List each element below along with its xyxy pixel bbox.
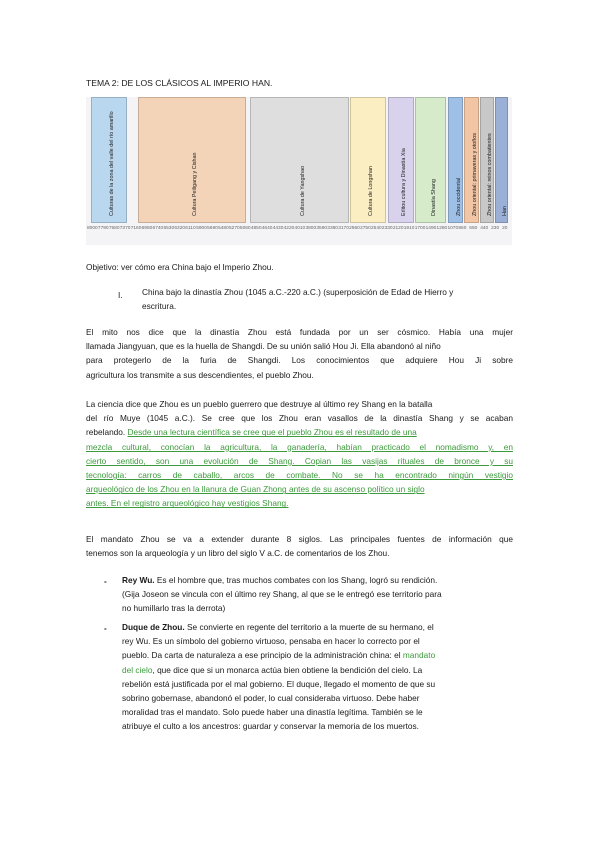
timeline-band-yellow-river (91, 97, 127, 223)
band-label: Culturas de la zona del valle del río amarillo (109, 111, 115, 216)
section-i-line: escritura. (142, 301, 177, 312)
timeline-tick-label: 5900 (196, 226, 207, 231)
paragraph-line: agricultura los transmite a sus descendientes, el pueblo Zhou. (86, 369, 314, 380)
highlight-line: antes. En el registro arqueológico hay vestigios Shang. (86, 498, 289, 509)
timeline-band-longshan (350, 97, 386, 223)
timeline-tick-label: 1700 (414, 226, 426, 231)
highlight-line: arqueológico de los Zhou en la llanura de Guan Zhong antes de su ascenso político un siglo (86, 484, 425, 495)
bullet-title: Duque de Zhou. (122, 622, 185, 632)
band-label: Cultura de Yangshao (299, 165, 306, 216)
paragraph-line: para protegerlo de la furia de Shangdi. Los conocimientos que adquiere Hou Ji sobre (86, 355, 513, 366)
timeline-tick-label: 230 (491, 226, 500, 231)
highlight-line: cierto sentido, son una evolución de Shang. Copian las vasijas rituales de bronce y su (86, 455, 513, 466)
highlight-line: mezcla cultural, conocían la agricultura, la ganadería, habían practicado el nomadismo y, en (86, 441, 513, 452)
paragraph-science (86, 397, 513, 511)
timeline-band-zhou-reinos (480, 97, 494, 223)
paragraph-mandate (86, 532, 513, 560)
timeline-tick-label: 3590 (316, 226, 328, 231)
timeline-tick-label: 20 (502, 226, 508, 231)
text-run: Se convierte en regente del territorio a la muerte de su hermano, el (184, 622, 434, 632)
band-label: Dinastía Shang (430, 179, 437, 216)
paragraph-line: tenemos son la arqueología y un libro del siglo V a.C. de comentarios de los Zhou. (86, 548, 390, 559)
timeline-band-zhou-occidental (448, 97, 463, 223)
timeline-tick-label: 1910 (403, 226, 415, 231)
paragraph-line: La ciencia dice que Zhou es un pueblo guerrero que destruye al último rey Shang en la batalla (86, 399, 433, 409)
band-label: Cultura Peiligang y Cishan (192, 152, 198, 216)
paragraph-line: del río Muye (1045 a.C.). Se cree que los Zhou eran vasallos de la dinastía Shang y se acaban (86, 413, 513, 424)
bullet-line (122, 620, 514, 634)
band-label: Zhou oriental: primaveras y otoños (471, 133, 478, 216)
objective-line (86, 260, 513, 274)
paragraph-line: llamada Jiangyuan, que es la huella de Shangdi. De su unión salió Hou Ji. Ella abandonó al niño (86, 341, 441, 352)
timeline-tick-label: 860 (458, 226, 467, 231)
timeline-tick-label: 3800 (305, 226, 317, 231)
timeline-band-han (495, 97, 508, 223)
timeline-tick-label: 5480 (218, 226, 229, 231)
bullet-duque-zhou (122, 620, 514, 734)
timeline-tick-label: 6740 (152, 226, 164, 231)
timeline-tick-label: 3380 (327, 226, 338, 231)
timeline-tick-label: 4430 (272, 226, 284, 231)
timeline-tick-label: 6530 (163, 226, 175, 231)
timeline-tick-label: 2330 (381, 226, 393, 231)
timeline-band-erlitou-xia (388, 97, 414, 223)
band-label: Cultura de Longshan (368, 165, 374, 216)
text-run: pueblo. Da carta de naturaleza a ese principio de la administración china: el (122, 650, 403, 661)
timeline-tick-label: 650 (469, 226, 478, 231)
timeline-tick-label: 2960 (349, 226, 360, 231)
band-label: Zhou oriental: reinos combatientes (487, 133, 493, 216)
timeline-tick-label: 4850 (250, 226, 262, 231)
timeline-band-yangshao (250, 97, 349, 223)
paragraph-line: El mito nos dice que la dinastía Zhou está fundada por un ser cósmico. Había una mujer (86, 327, 513, 337)
timeline-tick-label: 7790 (97, 226, 109, 231)
bullet-line: rebelión está justificada por el mal gobierno. El duque, llegado el momento de que su (122, 678, 436, 689)
bullet-title: Rey Wu. (122, 575, 155, 585)
bullet-line (122, 573, 514, 587)
text-run: Es el hombre que, tras muchos combates con los Shang, logró su rendición. (154, 575, 438, 585)
timeline-tick-label: 3170 (338, 226, 349, 231)
paragraph-myth (86, 325, 513, 382)
timeline-tick-label: 8000 (87, 226, 98, 231)
bullet-line: moralidad tras el mandato. Solo puede haber una dinastía legítima. También se le (122, 707, 423, 718)
text-run: rebelando. (86, 427, 128, 438)
timeline-tick-label: 7160 (130, 226, 142, 231)
page-title: TEMA 2: DE LOS CLÁSICOS AL IMPERIO HAN. (86, 78, 273, 88)
timeline-tick-label: 6110 (185, 226, 196, 231)
band-label: Erlitou cultura y Dinastía Xia (401, 148, 407, 216)
roman-numeral: I. (118, 290, 123, 300)
timeline-band-zhou-primaveras (464, 97, 479, 223)
timeline-tick-label: 4640 (261, 226, 273, 231)
highlight-text: Desde una lectura científica se cree que el pueblo Zhou es el resultado de una (127, 427, 417, 438)
timeline-tick-label: 4010 (294, 226, 306, 231)
objective-text: Objetivo: ver cómo era China bajo el Imperio Zhou. (86, 262, 274, 272)
section-i-line: China bajo la dinastía Zhou (1045 a.C.-220 a.C.) (superposición de Edad de Hierro y (142, 287, 454, 297)
timeline-tick-label: 2540 (371, 226, 382, 231)
bullet-line: sobrino gobernase, abandonó el poder, lo cual consideraba virtuoso. Debe haber (122, 693, 420, 704)
timeline-tick-label: 4220 (283, 226, 295, 231)
bullet-dash: - (104, 623, 107, 633)
highlight-text: del cielo (122, 664, 153, 675)
highlight-line: tecnología: carros de caballo, arcos de combate. No se ha encontrado ningún vestigio (86, 470, 513, 481)
timeline-tick-label: 5690 (207, 226, 218, 231)
timeline-tick-label: 2750 (360, 226, 371, 231)
timeline-tick-label: 1280 (436, 226, 448, 231)
highlight-text: mandato (402, 650, 436, 661)
timeline-tick-label: 5270 (229, 226, 240, 231)
text-run: , que dice que si un monarca actúa bien obtiene la bendición del cielo. La (152, 664, 423, 675)
timeline-chart (86, 97, 512, 245)
timeline-tick-label: 2120 (392, 226, 404, 231)
timeline-tick-label: 7580 (108, 226, 120, 231)
paragraph-line: El mandato Zhou se va a extender durante 8 siglos. Las principales fuentes de información que (86, 534, 513, 544)
band-label: Han (501, 206, 508, 216)
paragraph-line (86, 425, 513, 439)
bullet-line: no humillarlo tras la derrota) (122, 603, 226, 614)
bullet-rey-wu (122, 573, 514, 616)
timeline-tick-label: 440 (480, 226, 489, 231)
band-label: Zhou occidental (455, 177, 462, 216)
bullet-line (122, 648, 514, 662)
timeline-tick-label: 5060 (239, 226, 251, 231)
timeline-band-peiligang (138, 97, 246, 223)
bullet-dash: - (104, 576, 107, 586)
timeline-tick-label: 7370 (119, 226, 131, 231)
timeline-band-shang (415, 97, 446, 223)
timeline-tick-label: 1070 (447, 226, 459, 231)
bullet-line (122, 663, 514, 677)
timeline-tick-label: 1490 (425, 226, 437, 231)
section-i-heading (142, 285, 513, 313)
timeline-axis (86, 225, 512, 243)
bullet-line: rey Wu. Es un símbolo del gobierno virtuoso, pensaba en hacer lo correcto por el (122, 636, 420, 647)
bullet-line: (Gija Joseon se vincula con el último rey Shang, al que se le entregó ese territorio para (122, 589, 442, 600)
timeline-tick-label: 6950 (141, 226, 153, 231)
bullet-line: atribuye el culto a los ancestros: guardar y conservar la memoria de los muertos. (122, 721, 419, 732)
timeline-tick-label: 6320 (174, 226, 186, 231)
